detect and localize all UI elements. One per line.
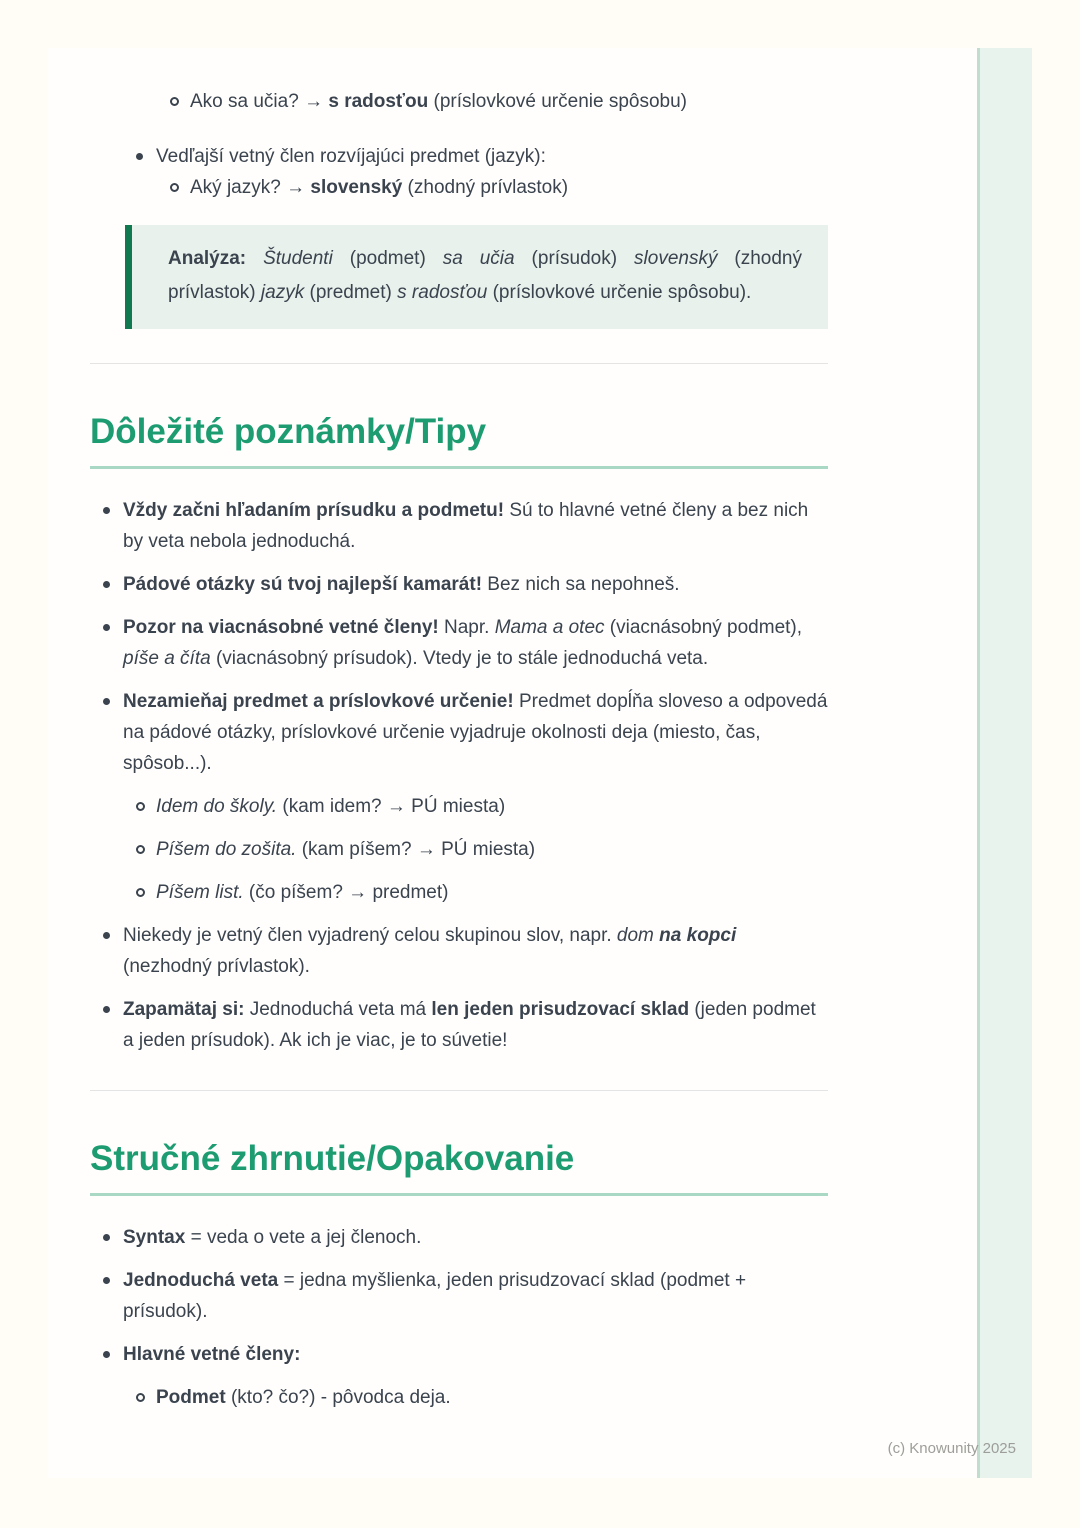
disc-bullet-marker [103, 495, 123, 557]
bullet-glyph [136, 802, 145, 811]
notes-section [90, 1090, 828, 1413]
circle-bullet-marker [136, 1382, 156, 1413]
text-segment: (viacnásobný prísudok). Vtedy je to stále jednoduchá veta. [210, 648, 709, 669]
text-segment: Ako sa učia? → [190, 91, 329, 112]
disc-bullet-marker [103, 1265, 123, 1327]
list-item-text [123, 920, 828, 982]
text-segment: (príslovkové určenie spôsobu) [428, 91, 687, 112]
text-segment: slovenský [634, 248, 718, 269]
callout-text [168, 242, 802, 310]
section-divider [90, 363, 828, 364]
circle-bullet-marker [136, 877, 156, 908]
list-item-text [123, 495, 828, 557]
text-segment: Aký jazyk? → [190, 177, 311, 198]
text-segment: (viacnásobný podmet), [604, 617, 803, 638]
text-segment: Pádové otázky sú tvoj najlepší kamarát! [123, 574, 483, 595]
list-item-text [123, 569, 828, 600]
copyright-notice: (c) Knowunity 2025 [887, 1440, 1016, 1457]
circle-bullet-marker [170, 86, 190, 117]
section-bullet-list [90, 1222, 828, 1413]
text-segment: (jeden podmet a jeden prísudok). Ak ich je viac, je to súvetie! [123, 999, 816, 1051]
circle-bullet-marker [136, 791, 156, 822]
bullet-glyph [103, 1006, 110, 1013]
list-item [90, 612, 828, 674]
list-item-text [123, 994, 828, 1056]
text-segment: Píšem do zošita. [156, 839, 297, 860]
list-item-text [123, 1222, 828, 1253]
list-item [90, 495, 828, 557]
text-segment: len jeden prisudzovací sklad [431, 999, 690, 1020]
text-segment: Pozor na viacnásobné vetné členy! [123, 617, 439, 638]
list-item [90, 1382, 828, 1413]
text-segment: s radosťou [328, 91, 429, 112]
circle-bullet-marker [170, 172, 190, 203]
list-item [90, 86, 828, 117]
list-item-text [123, 612, 828, 674]
text-segment: dom [616, 925, 660, 946]
list-item [90, 920, 828, 982]
text-segment: Idem do školy. [156, 796, 278, 817]
notes-section [90, 363, 828, 1056]
disc-bullet-marker [103, 569, 123, 600]
text-segment: píše a číta [123, 648, 211, 669]
text-segment: = jedna myšlienka, jeden prisudzovací sklad (podmet + prísudok). [123, 1270, 747, 1322]
text-segment: Sú to hlavné vetné členy a bez nich by veta nebola jednoduchá. [123, 500, 809, 552]
bullet-glyph [136, 888, 145, 897]
list-item-text [123, 1265, 828, 1327]
text-segment: na kopci [659, 925, 737, 946]
text-segment: (zhodný prívlastok) [168, 248, 802, 303]
list-item-text [123, 686, 828, 779]
text-segment: (kam píšem? → PÚ miesta) [296, 839, 536, 860]
bullet-glyph [103, 624, 110, 631]
text-segment: Píšem list. [156, 882, 244, 903]
text-segment: Jednoduchá veta má [244, 999, 432, 1020]
text-segment: Vedľajší vetný člen rozvíjajúci predmet (jazyk): [156, 146, 546, 167]
text-segment: Študenti [263, 248, 333, 269]
disc-bullet-marker [103, 994, 123, 1056]
bullet-glyph [103, 1351, 110, 1358]
list-item-text [156, 791, 828, 822]
text-segment: jazyk [260, 282, 305, 303]
bullet-glyph [103, 581, 110, 588]
disc-bullet-marker [136, 141, 156, 172]
circle-bullet-marker [136, 834, 156, 865]
list-item [90, 1222, 828, 1253]
list-item-text [156, 834, 828, 865]
text-segment: Mama a otec [494, 617, 605, 638]
page-edge-strip [977, 48, 1032, 1478]
list-item [90, 877, 828, 908]
text-segment: Bez nich sa nepohneš. [482, 574, 680, 595]
intro-list [90, 86, 828, 203]
text-segment: (prísudok) [514, 248, 635, 269]
bullet-glyph [103, 1234, 110, 1241]
page-content [90, 48, 828, 1413]
list-item [90, 834, 828, 865]
section-divider [90, 1090, 828, 1091]
bullet-glyph [103, 698, 110, 705]
sections-container [90, 363, 828, 1413]
section-title: Stručné zhrnutie/Opakovanie [90, 1139, 828, 1196]
text-segment: Jednoduchá veta [123, 1270, 279, 1291]
bullet-glyph [136, 153, 143, 160]
list-item-text [123, 1339, 828, 1370]
list-item-text [156, 877, 828, 908]
disc-bullet-marker [103, 1222, 123, 1253]
list-item [90, 1265, 828, 1327]
text-segment: s radosťou [397, 282, 488, 303]
text-segment: Napr. [438, 617, 495, 638]
text-segment: Analýza: [168, 248, 264, 269]
bullet-glyph [103, 932, 110, 939]
list-item-text [156, 1382, 828, 1413]
text-segment: = veda o vete a jej členoch. [185, 1227, 422, 1248]
text-segment: Podmet [156, 1387, 226, 1408]
text-segment: (zhodný prívlastok) [402, 177, 569, 198]
text-segment: (predmet) [304, 282, 398, 303]
text-segment: slovenský [310, 177, 403, 198]
list-item-text [190, 172, 828, 203]
text-segment: sa učia [442, 248, 515, 269]
text-segment: (príslovkové určenie spôsobu). [487, 282, 752, 303]
disc-bullet-marker [103, 1339, 123, 1370]
text-segment: (čo píšem? → predmet) [243, 882, 449, 903]
text-segment: Hlavné vetné členy: [123, 1344, 301, 1365]
section-bullet-list [90, 495, 828, 1056]
disc-bullet-marker [103, 686, 123, 779]
text-segment: (kto? čo?) - pôvodca deja. [225, 1387, 451, 1408]
list-item [90, 791, 828, 822]
text-segment: Vždy začni hľadaním prísudku a podmetu! [123, 500, 505, 521]
list-item [90, 994, 828, 1056]
text-segment: (kam idem? → PÚ miesta) [277, 796, 506, 817]
list-item [90, 141, 828, 172]
document-page [48, 48, 1032, 1478]
list-item-text [190, 86, 828, 117]
text-segment: Zapamätaj si: [123, 999, 245, 1020]
bullet-glyph [136, 845, 145, 854]
text-segment: Nezamieňaj predmet a príslovkové určenie! [123, 691, 514, 712]
bullet-glyph [170, 183, 179, 192]
bullet-glyph [136, 1393, 145, 1402]
text-segment: (nezhodný prívlastok). [123, 956, 310, 977]
bullet-glyph [103, 1277, 110, 1284]
disc-bullet-marker [103, 612, 123, 674]
disc-bullet-marker [103, 920, 123, 982]
text-segment: Predmet dopĺňa sloveso a odpovedá na pádové otázky, príslovkové určenie vyjadruje okolnosti deja (miesto, čas, spôsob...). [123, 691, 828, 774]
list-item [90, 686, 828, 779]
list-item-text [156, 141, 828, 172]
list-item [90, 1339, 828, 1370]
text-segment: Syntax [123, 1227, 186, 1248]
text-segment: Niekedy je vetný člen vyjadrený celou skupinou slov, napr. [123, 925, 617, 946]
section-title: Dôležité poznámky/Tipy [90, 412, 828, 469]
bullet-glyph [103, 507, 110, 514]
analysis-callout [125, 225, 828, 329]
text-segment: (podmet) [332, 248, 443, 269]
bullet-glyph [170, 97, 179, 106]
list-item [90, 172, 828, 203]
list-item [90, 569, 828, 600]
